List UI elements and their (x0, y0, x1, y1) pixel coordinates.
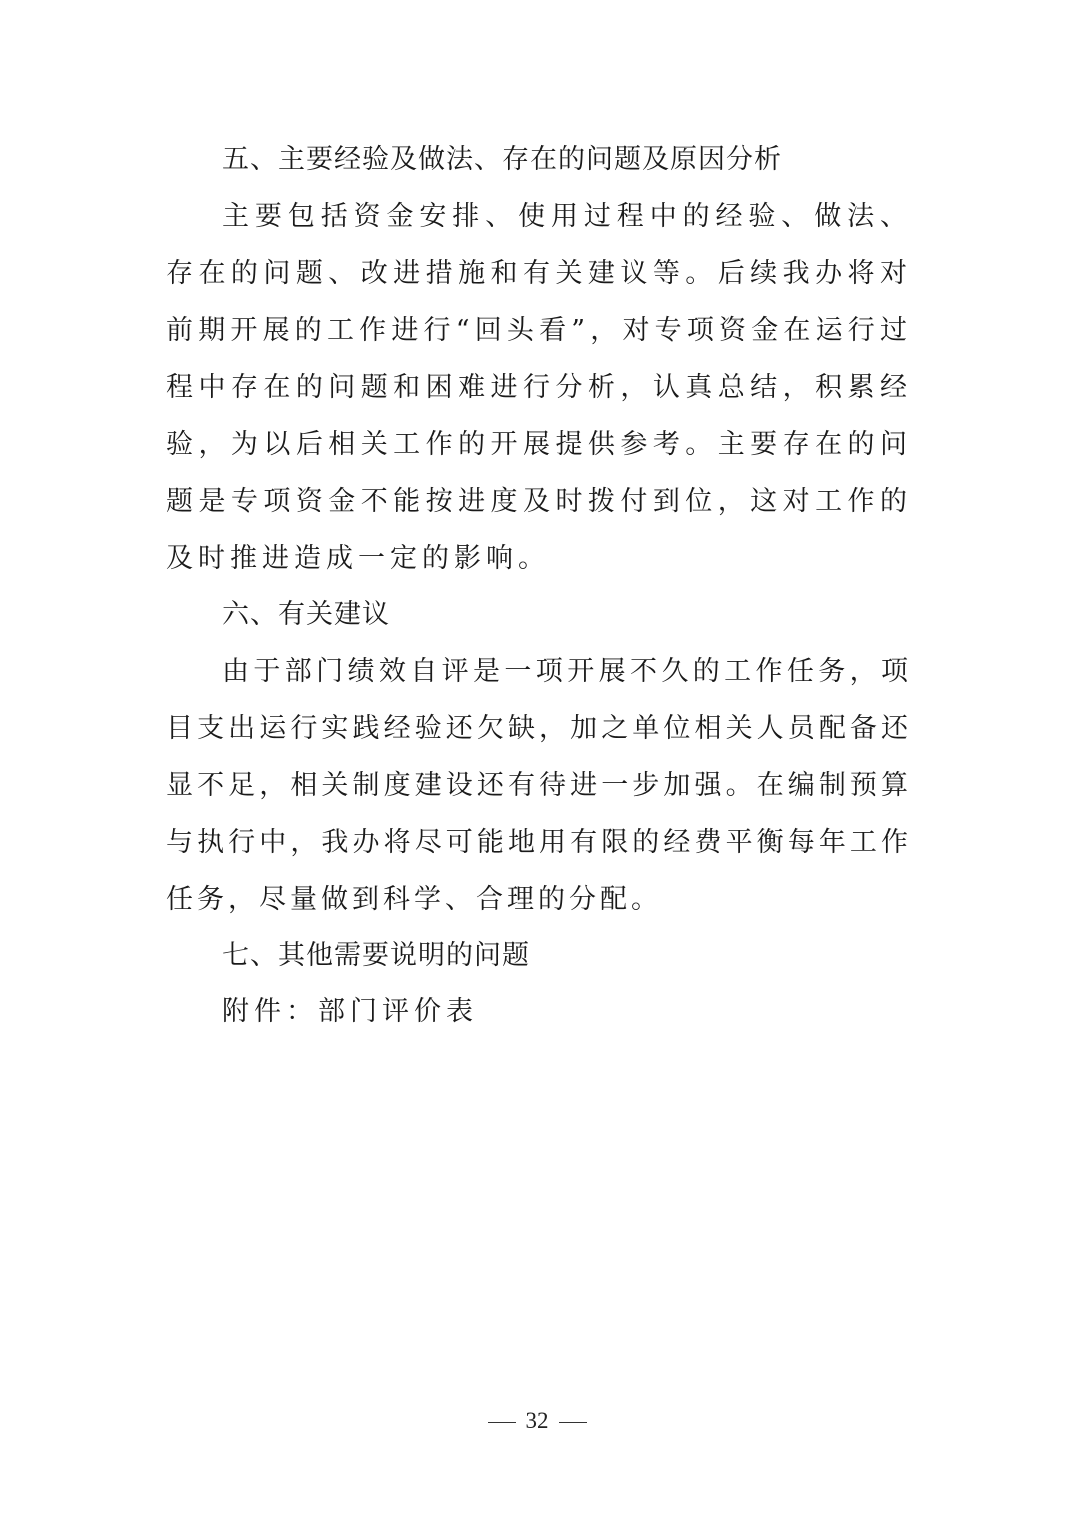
attachment-note: 附件：部门评价表 (222, 996, 478, 1027)
footer-right-dash (559, 1422, 587, 1423)
section-six-heading: 六、有关建议 (222, 599, 390, 630)
section-five-body: 主要包括资金安排、使用过程中的经验、做法、存在的问题、改进措施和有关建议等。后续我办将对前期开展的工作进行“回头看”，对专项资金在运行过程中存在的问题和困难进行分析，认真总结，积累经验，为以后相关工作的开展提供参考。主要存在的问题是专项资金不能按进度及时拨付到位，这对工作的及时推进造成一定的影响。 (166, 201, 912, 574)
footer-left-dash (488, 1422, 516, 1423)
page-content (166, 132, 912, 1040)
section-six-body: 由于部门绩效自评是一项开展不久的工作任务，项目支出运行实践经验还欠缺，加之单位相关人员配备还显不足，相关制度建设还有待进一步加强。在编制预算与执行中，我办将尽可能地用有限的经费平衡每年工作任务，尽量做到科学、合理的分配。 (166, 656, 912, 915)
section-seven-heading: 七、其他需要说明的问题 (222, 940, 530, 971)
page-number: 32 (525, 1408, 549, 1433)
section-five-heading: 五、主要经验及做法、存在的问题及原因分析 (222, 144, 782, 175)
page-footer (0, 1408, 1074, 1434)
